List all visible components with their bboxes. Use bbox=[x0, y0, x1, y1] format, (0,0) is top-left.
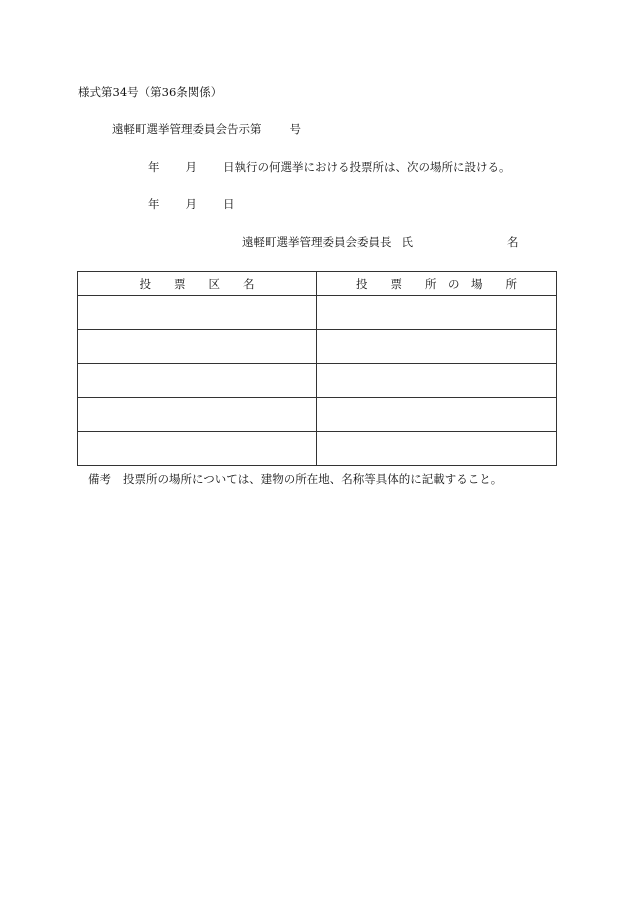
district-name-cell bbox=[78, 364, 317, 398]
table-row bbox=[78, 432, 557, 466]
form-number: 様式第34号（第36条関係） bbox=[78, 85, 223, 99]
polling-place-cell bbox=[317, 364, 557, 398]
date-month: 月 bbox=[185, 197, 197, 211]
district-name-cell bbox=[78, 432, 317, 466]
signer-line bbox=[242, 235, 519, 249]
district-name-cell bbox=[78, 296, 317, 330]
table-row bbox=[78, 398, 557, 432]
table-row bbox=[78, 296, 557, 330]
remarks bbox=[88, 472, 502, 486]
notice-number-prefix: 遠軽町選挙管理委員会告示第 bbox=[112, 122, 262, 136]
notice-number-line bbox=[112, 122, 301, 136]
notice-number-suffix: 号 bbox=[289, 122, 301, 136]
polling-place-cell bbox=[317, 296, 557, 330]
district-name-cell bbox=[78, 398, 317, 432]
body-month: 月 bbox=[185, 160, 197, 174]
remarks-label: 備考 bbox=[88, 472, 111, 486]
date-year: 年 bbox=[148, 197, 160, 211]
remarks-text: 投票所の場所については、建物の所在地、名称等具体的に記載すること。 bbox=[123, 472, 503, 486]
table-row bbox=[78, 364, 557, 398]
table-row bbox=[78, 330, 557, 364]
body-year: 年 bbox=[148, 160, 160, 174]
date-day: 日 bbox=[223, 197, 235, 211]
polling-station-table bbox=[77, 271, 557, 466]
polling-place-cell bbox=[317, 398, 557, 432]
polling-place-cell bbox=[317, 432, 557, 466]
table-header-row bbox=[78, 272, 557, 296]
signer-shi: 氏 bbox=[401, 235, 413, 249]
polling-place-cell bbox=[317, 330, 557, 364]
header-district-name: 投 票 区 名 bbox=[78, 272, 317, 296]
signer-title: 遠軽町選挙管理委員会委員長 bbox=[242, 235, 392, 249]
body-rest: 日執行の何選挙における投票所は、次の場所に設ける。 bbox=[223, 160, 511, 174]
body-text bbox=[148, 160, 511, 174]
signer-mei: 名 bbox=[507, 235, 519, 249]
date-line bbox=[148, 197, 235, 211]
district-name-cell bbox=[78, 330, 317, 364]
header-polling-place: 投 票 所 の 場 所 bbox=[317, 272, 557, 296]
